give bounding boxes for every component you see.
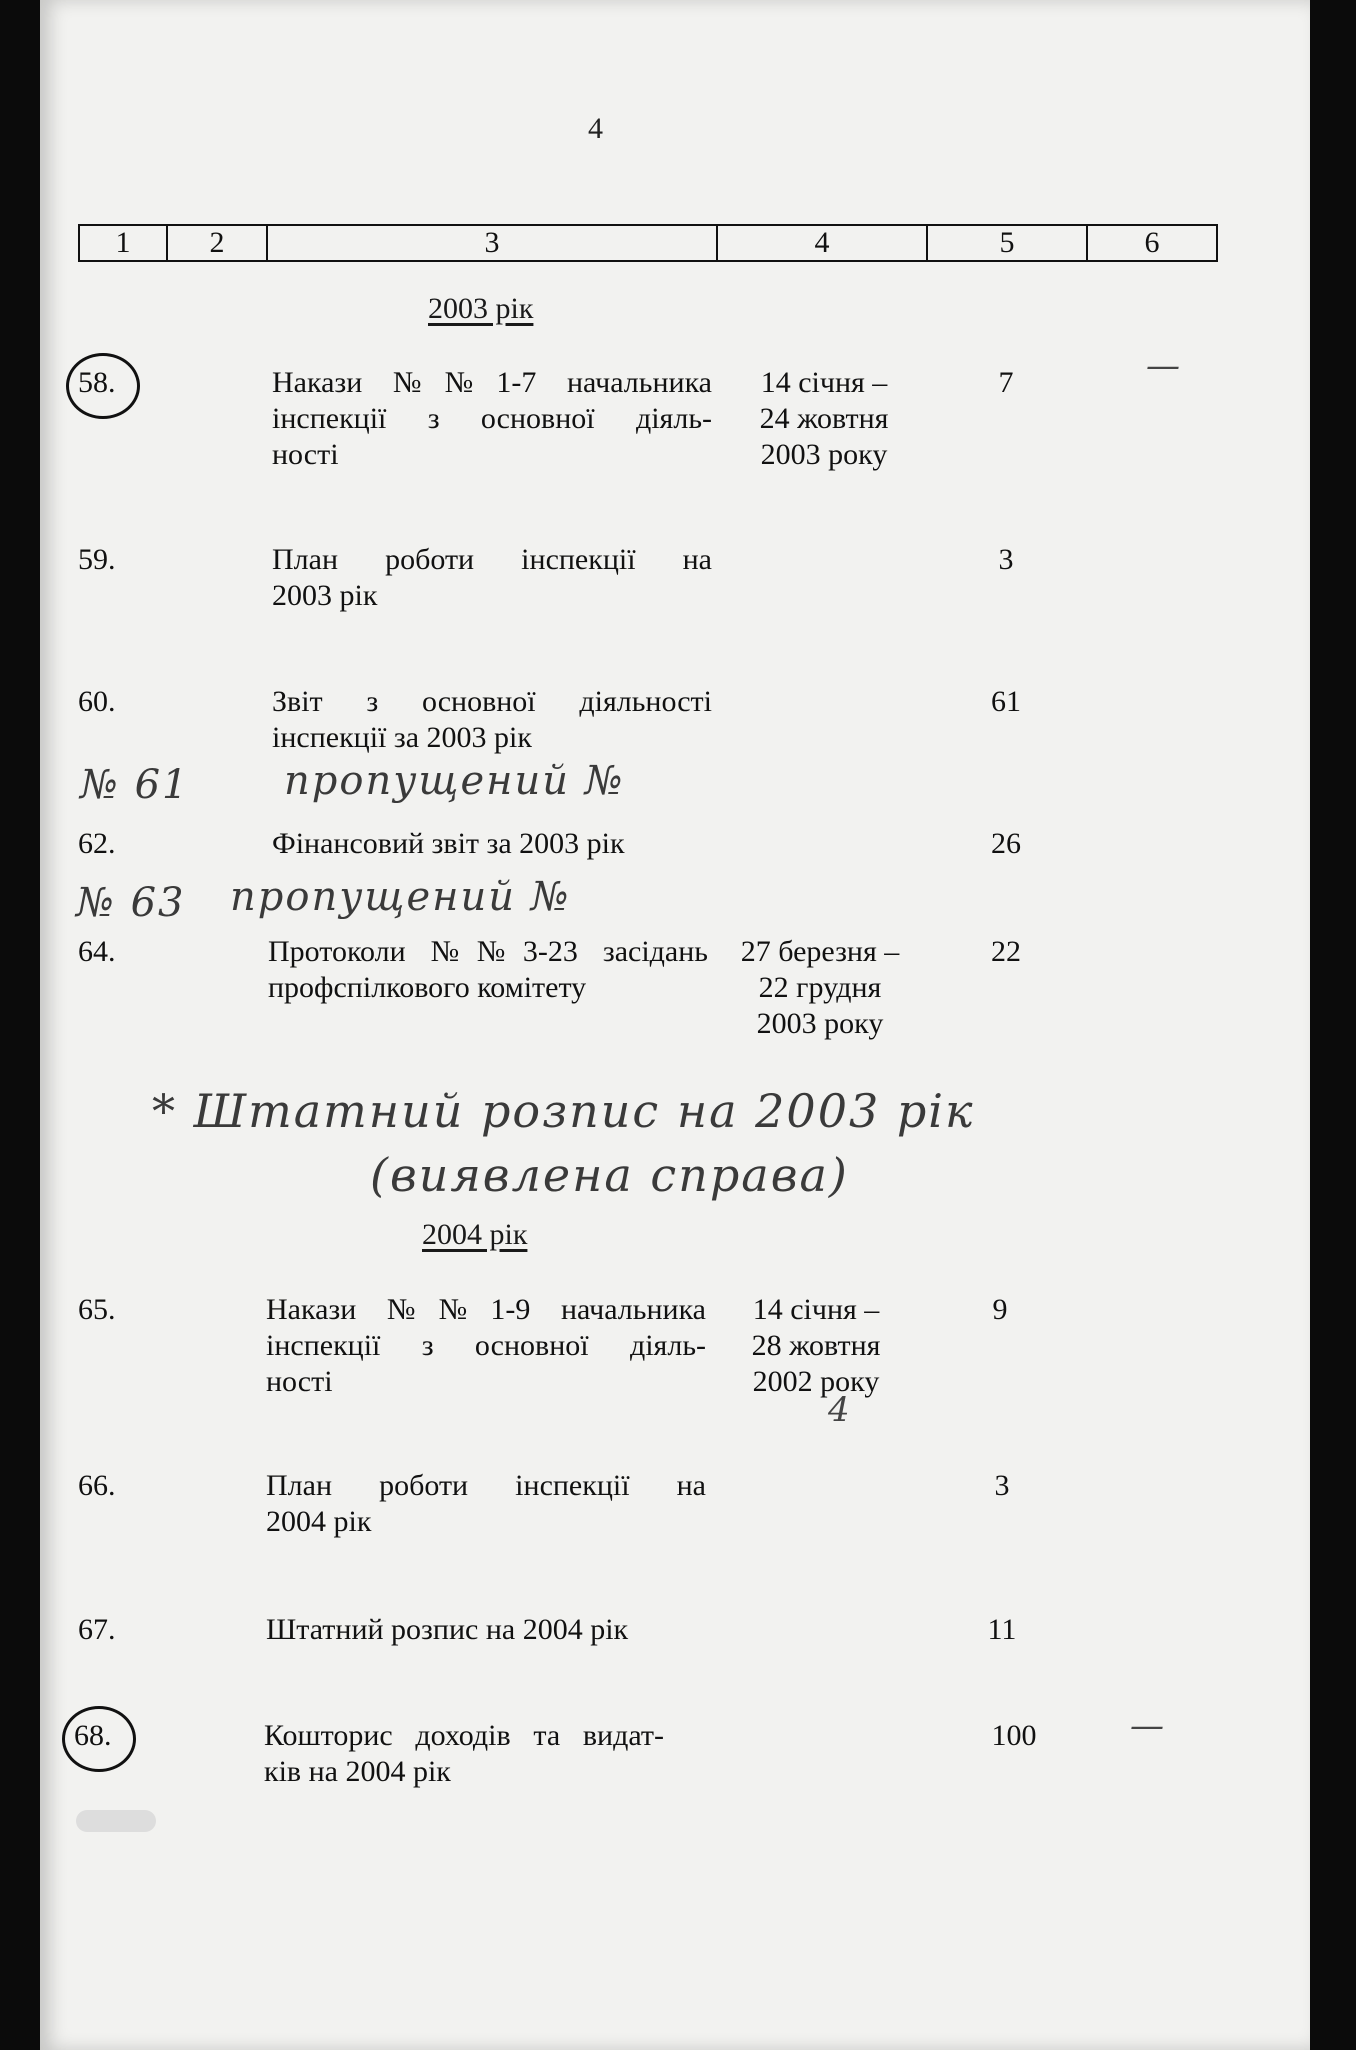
column-header-4: 4 <box>718 224 928 262</box>
row-number: 64. <box>78 935 116 968</box>
handwritten-note-61-text: пропущений № <box>284 758 625 804</box>
row-pages: 61 <box>991 685 1021 718</box>
row-number: 65. <box>78 1293 116 1326</box>
row-title: План роботи інспекції на 2003 рік <box>272 543 712 612</box>
row-pages: 11 <box>987 1613 1017 1646</box>
row-number: 62. <box>78 827 116 860</box>
handwritten-note-63-number: № 63 <box>76 880 186 926</box>
row-dates: 27 березня – 22 грудня 2003 року <box>740 935 900 1040</box>
row-pages: 7 <box>998 366 1014 399</box>
row-title: Кошторис доходів та видат- ків на 2004 рік <box>264 1719 664 1788</box>
handwritten-note-staff-schedule: * Штатний розпис на 2003 рік <box>152 1084 975 1138</box>
row-pages: 22 <box>991 935 1021 968</box>
row-title: Звіт з основної діяльності інспекції за 2003 рік <box>272 685 712 754</box>
row-pages: 26 <box>991 827 1021 860</box>
row-pages: 100 <box>991 1719 1037 1752</box>
row-mark: — <box>1130 1706 1164 1746</box>
row-number: 68. <box>74 1719 112 1752</box>
column-header-6: 6 <box>1088 224 1218 262</box>
page-number: 4 <box>588 112 603 145</box>
document-page <box>40 0 1310 2050</box>
row-pages: 3 <box>994 1469 1010 1502</box>
row-title: Протоколи №№3-23 засідань профспілкового комітету <box>268 935 708 1004</box>
column-header-1: 1 <box>78 224 168 262</box>
row-title: Штатний розпис на 2004 рік <box>266 1613 629 1646</box>
column-header-5: 5 <box>928 224 1088 262</box>
row-number: 59. <box>78 543 116 576</box>
handwritten-note-63-text: пропущений № <box>230 874 571 920</box>
row-title: План роботи інспекції на 2004 рік <box>266 1469 706 1538</box>
row-title: Фінансовий звіт за 2003 рік <box>272 827 625 860</box>
row-mark: — <box>1146 346 1180 386</box>
paper-smudge <box>76 1810 156 1832</box>
row-pages: 3 <box>998 543 1014 576</box>
row-number: 67. <box>78 1613 116 1646</box>
row-number: 60. <box>78 685 116 718</box>
row-title: Накази №№1-9 начальника інспекції з основної діяль- ності <box>266 1293 706 1398</box>
row-pages: 9 <box>992 1293 1008 1326</box>
row-dates: 14 січня – 24 жовтня 2003 року <box>759 366 889 471</box>
row-number: 58. <box>78 366 116 399</box>
handwritten-note-found-case: (виявлена справа) <box>370 1148 849 1202</box>
handwritten-correction-digit: 4 <box>828 1390 850 1430</box>
column-header-3: 3 <box>268 224 718 262</box>
handwritten-note-61-number: № 61 <box>80 762 190 808</box>
row-dates: 14 січня – 28 жовтня 2002 року <box>751 1293 881 1398</box>
row-number: 66. <box>78 1469 116 1502</box>
year-heading-2003: 2003 рік <box>428 292 534 325</box>
row-title: Накази №№1-7 начальника інспекції з основної діяль- ності <box>272 366 712 471</box>
column-header-2: 2 <box>168 224 268 262</box>
year-heading-2004: 2004 рік <box>422 1218 528 1251</box>
